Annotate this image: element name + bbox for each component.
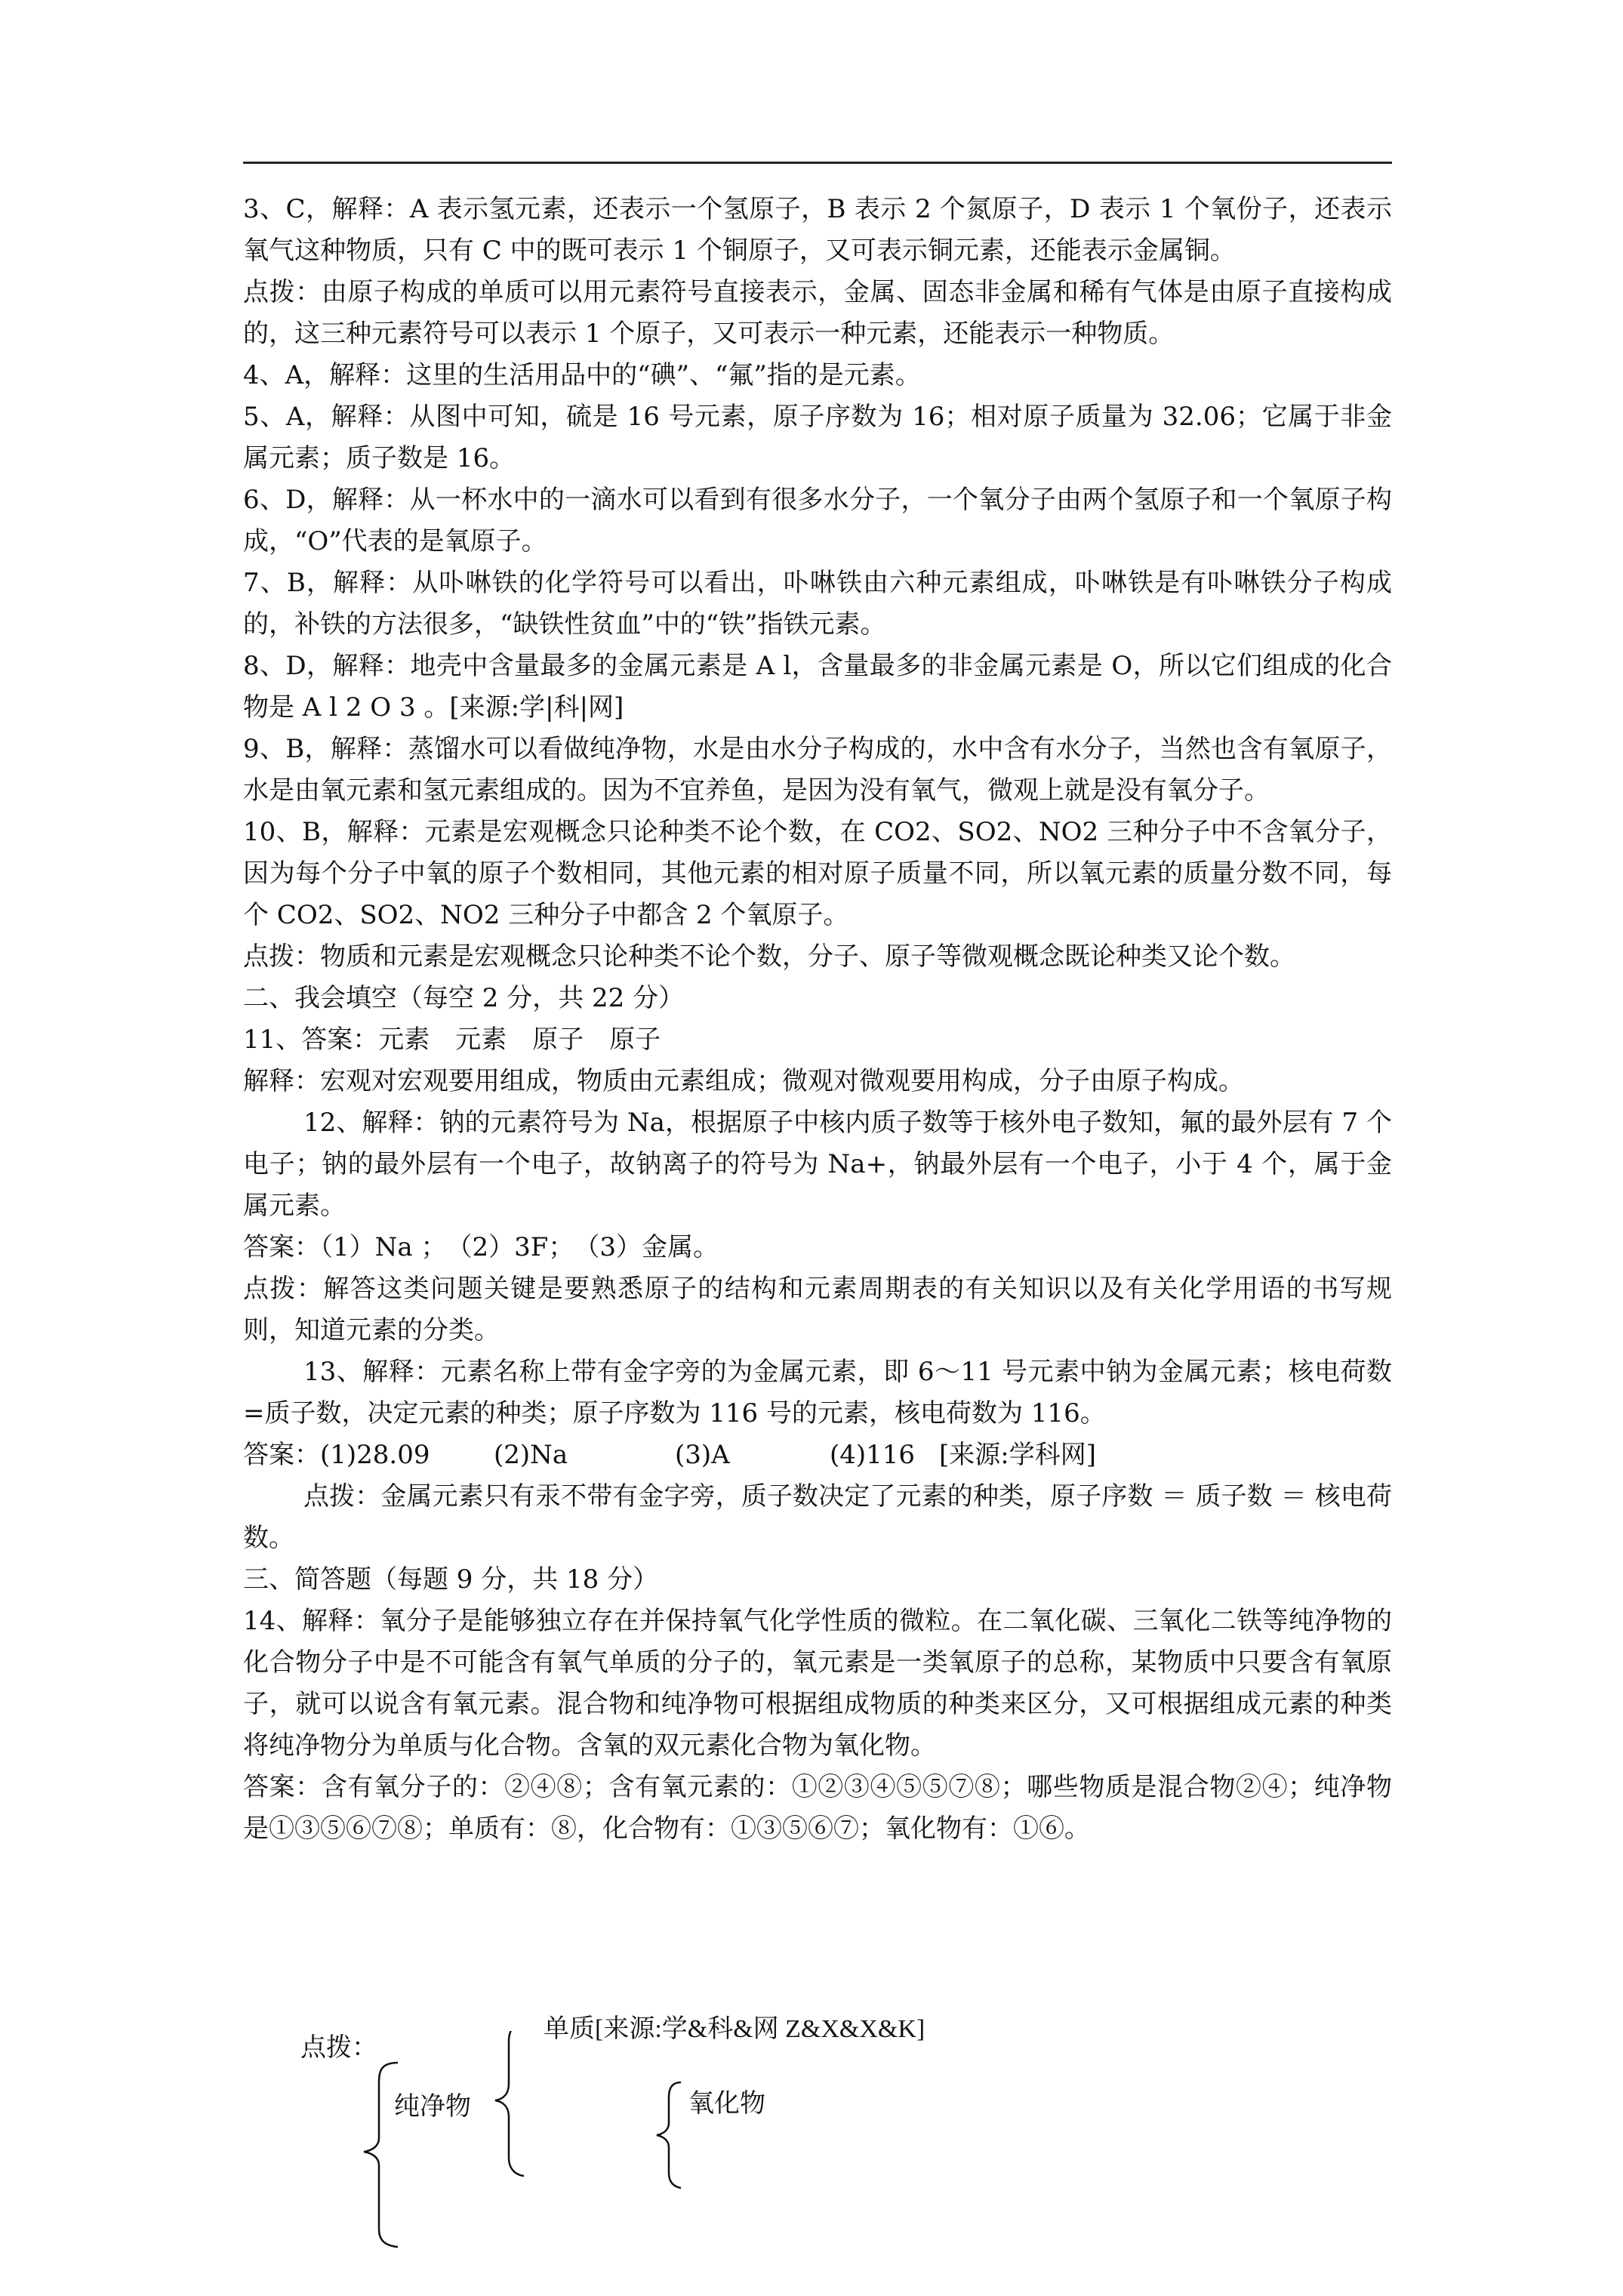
answer-10: 10、B，解释：元素是宏观概念只论种类不论个数，在 CO2、SO2、NO2 三种分子中不含氧分子，因为每个分子中氧的原子个数相同，其他元素的相对原子质量不同，所以氧元素的质量分数不同，每个 CO2、SO2、NO2 三种分子中都含 2 个氧原子。 (243, 817, 1392, 930)
section-2-heading: 二、我会填空（每空 2 分，共 22 分） (243, 983, 685, 1013)
explain-12: 12、解释：钠的元素符号为 Na，根据原子中核内质子数等于核外电子数知，氟的最外层有 7 个电子；钠的最外层有一个电子，故钠离子的符号为 Na+，钠最外层有一个电子，小于 4 个，属于金属元素。 (243, 1108, 1392, 1221)
diagram-pure-substance: 纯净物 (394, 2091, 471, 2122)
diagram-element: 单质[来源:学&科&网 Z&X&X&K] (544, 2015, 925, 2043)
explain-11: 解释：宏观对宏观要用组成，物质由元素组成；微观对微观要用构成，分子由原子构成。 (243, 1066, 1244, 1096)
tip-10: 点拨：物质和元素是宏观概念只论种类不论个数，分子、原子等微观概念既论种类又论个数。 (243, 942, 1295, 972)
diagram-label: 点拨： (300, 2032, 377, 2063)
answer-4: 4、A，解释：这里的生活用品中的“碘”、“氟”指的是元素。 (243, 360, 921, 390)
answer-13-source: [来源:学科网] (939, 1440, 1096, 1470)
tip-12: 点拨：解答这类问题关键是要熟悉原子的结构和元素周期表的有关知识以及有关化学用语的书写规则，知道元素的分类。 (243, 1274, 1392, 1345)
answer-8: 8、D，解释：地壳中含量最多的金属元素是 A l，含量最多的非金属元素是 O，所以它们组成的化合物是 A l 2 O 3 。[来源:学|科|网] (243, 651, 1392, 723)
document-body (243, 189, 1392, 1850)
answer-12: 答案：（1）Na ； （2）3F； （3）金属。 (243, 1232, 719, 1262)
answer-5: 5、A，解释：从图中可知，硫是 16 号元素，原子序数为 16；相对原子质量为 32.06；它属于非金属元素；质子数是 16。 (243, 402, 1392, 473)
answer-13 (243, 1435, 1392, 1476)
answer-9: 9、B，解释：蒸馏水可以看做纯净物，水是由水分子构成的，水中含有水分子，当然也含有氧原子，水是由氧元素和氢元素组成的。因为不宜养鱼，是因为没有氧气，微观上就是没有氧分子。 (243, 734, 1392, 806)
diagram-oxide: 氧化物 (688, 2088, 765, 2119)
tip-3: 点拨：由原子构成的单质可以用元素符号直接表示，金属、固态非金属和稀有气体是由原子直接构成的，这三种元素符号可以表示 1 个原子，又可表示一种元素，还能表示一种物质。 (243, 277, 1392, 349)
answer-14: 答案：含有氧分子的：②④⑧；含有氧元素的：①②③④⑤⑤⑦⑧；哪些物质是混合物②④；纯净物是①③⑤⑥⑦⑧；单质有：⑧，化合物有：①③⑤⑥⑦；氧化物有：①⑥。 (243, 1772, 1392, 1844)
answer-13-item-3: (3)A (675, 1440, 730, 1470)
answer-11: 11、答案：元素 元素 原子 原子 (243, 1025, 661, 1055)
explain-13: 13、解释：元素名称上带有金字旁的为金属元素，即 6～11 号元素中钠为金属元素；核电荷数=质子数，决定元素的种类；原子序数为 116 号的元素，核电荷数为 116。 (243, 1357, 1392, 1428)
header-rule (243, 162, 1392, 164)
diagram-braces (243, 2031, 1392, 2288)
answer-13-item-4: (4)116 (830, 1440, 916, 1470)
answer-6: 6、D，解释：从一杯水中的一滴水可以看到有很多水分子，一个氧分子由两个氢原子和一个氧原子构成，“O”代表的是氧原子。 (243, 485, 1392, 556)
tip-13: 点拨：金属元素只有汞不带有金字旁，质子数决定了元素的种类，原子序数 ＝ 质子数 ＝ 核电荷数。 (243, 1481, 1392, 1553)
brace-inner (657, 2082, 681, 2188)
brace-outer (364, 2063, 398, 2247)
brace-middle (495, 2031, 524, 2176)
answer-7: 7、B，解释：从卟啉铁的化学符号可以看出，卟啉铁由六种元素组成，卟啉铁是有卟啉铁分子构成的，补铁的方法很多，“缺铁性贫血”中的“铁”指铁元素。 (243, 568, 1392, 639)
answer-3: 3、C，解释：A 表示氢元素，还表示一个氢原子，B 表示 2 个氮原子，D 表示 1 个氧份子，还表示氧气这种物质，只有 C 中的既可表示 1 个铜原子，又可表示铜元素，还能表示金属铜。 (243, 194, 1392, 266)
answer-13-prefix: 答案： (243, 1440, 320, 1470)
explain-14: 14、解释：氧分子是能够独立存在并保持氧气化学性质的微粒。在二氧化碳、三氧化二铁等纯净物的化合物分子中是不可能含有氧气单质的分子的，氧元素是一类氧原子的总称，某物质中只要含有氧原子，就可以说含有氧元素。混合物和纯净物可根据组成物质的种类来区分，又可根据组成元素的种类将纯净物分为单质与化合物。含氧的双元素化合物为氧化物。 (243, 1606, 1392, 1761)
answer-13-item-1: (1)28.09 (320, 1440, 430, 1470)
classification-diagram (243, 2015, 1392, 2288)
section-3-heading: 三、简答题（每题 9 分，共 18 分） (243, 1564, 659, 1595)
answer-13-item-2: (2)Na (494, 1440, 568, 1470)
